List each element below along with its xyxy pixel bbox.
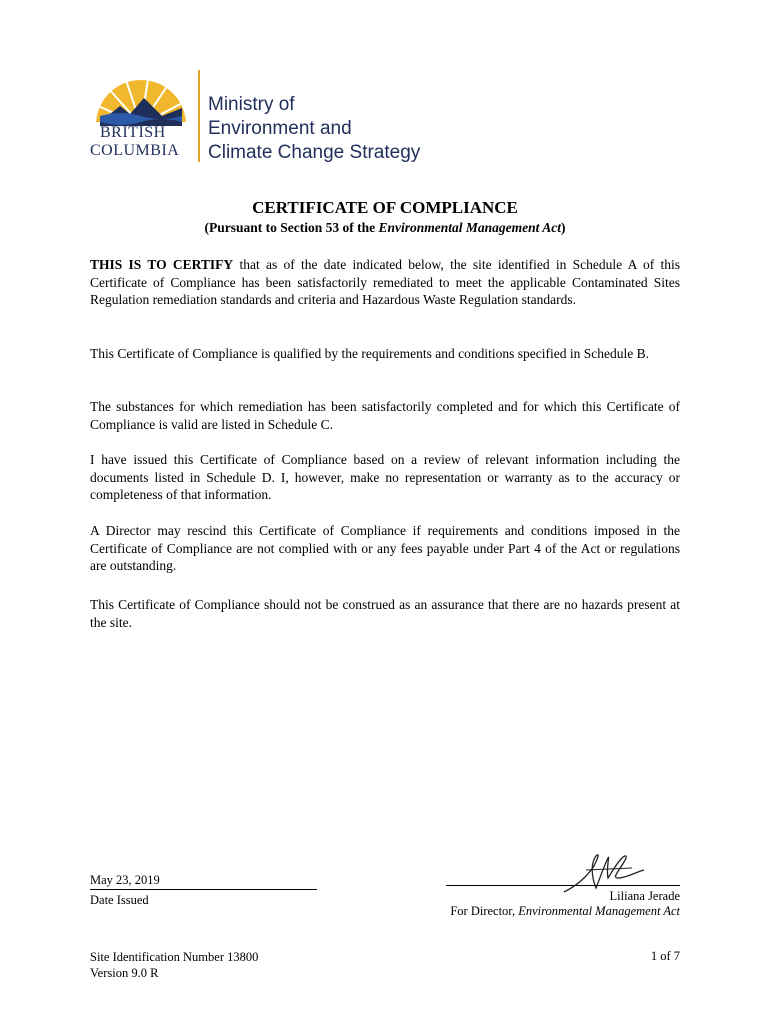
document-subtitle xyxy=(0,220,770,236)
certify-text: that as of the date indicated below, the site identified in Schedule A of this Certificate of Compliance has been satisfactorily remediated to meet the applicable Contaminated Sites Regulation remediation standards and criteria and Hazardous Waste Regulation standards. xyxy=(90,257,680,307)
document-title: CERTIFICATE OF COMPLIANCE xyxy=(252,198,518,217)
site-id-number: Site Identification Number 13800 xyxy=(90,950,259,964)
signatory-name: Liliana Jerade xyxy=(609,889,680,903)
subtitle-act: Environmental Management Act xyxy=(378,220,562,235)
signature-icon xyxy=(556,848,656,898)
logo-british: BRITISH xyxy=(100,124,166,141)
review-paragraph: I have issued this Certificate of Compliance based on a review of relevant information including the documents listed in Schedule D. I, however, make no representation or warranty as to the accuracy or completeness of that information. xyxy=(90,452,680,502)
qualification-paragraph: This Certificate of Compliance is qualified by the requirements and conditions specified in Schedule B. xyxy=(90,346,649,361)
certify-lead: THIS IS TO CERTIFY xyxy=(90,257,234,272)
logo-divider xyxy=(198,70,200,162)
version-number: Version 9.0 R xyxy=(90,966,159,980)
ministry-logo xyxy=(64,52,424,180)
subtitle-suffix: ) xyxy=(561,220,566,235)
ministry-line-1: Ministry of xyxy=(208,94,295,115)
assurance-paragraph: This Certificate of Compliance should not be construed as an assurance that there are no hazards present at the site. xyxy=(90,597,680,630)
role-act: Environmental Management Act xyxy=(518,904,680,918)
substances-paragraph: The substances for which remediation has been satisfactorily completed and for which this Certificate of Compliance is valid are listed in Schedule C. xyxy=(90,399,680,432)
footer-left xyxy=(90,949,258,981)
ministry-line-2: Environment and xyxy=(208,118,352,139)
page-number: 1 of 7 xyxy=(650,949,680,963)
ministry-line-3: Climate Change Strategy xyxy=(208,142,421,163)
signature-block xyxy=(446,848,680,919)
date-issued-label: Date Issued xyxy=(90,893,149,907)
role-prefix: For Director, xyxy=(450,904,519,918)
date-issued-value: May 23, 2019 xyxy=(90,873,317,890)
rescind-paragraph: A Director may rescind this Certificate of Compliance if requirements and conditions imposed in the Certificate of Compliance are not complied with or any fees payable under Part 4 of the Act or regulations are outstanding. xyxy=(90,523,680,573)
certify-paragraph xyxy=(90,256,680,309)
date-issued-block xyxy=(90,873,317,908)
subtitle-prefix: (Pursuant to Section 53 of the xyxy=(204,220,379,235)
logo-columbia: COLUMBIA xyxy=(90,142,180,159)
signatory-role xyxy=(446,904,680,919)
